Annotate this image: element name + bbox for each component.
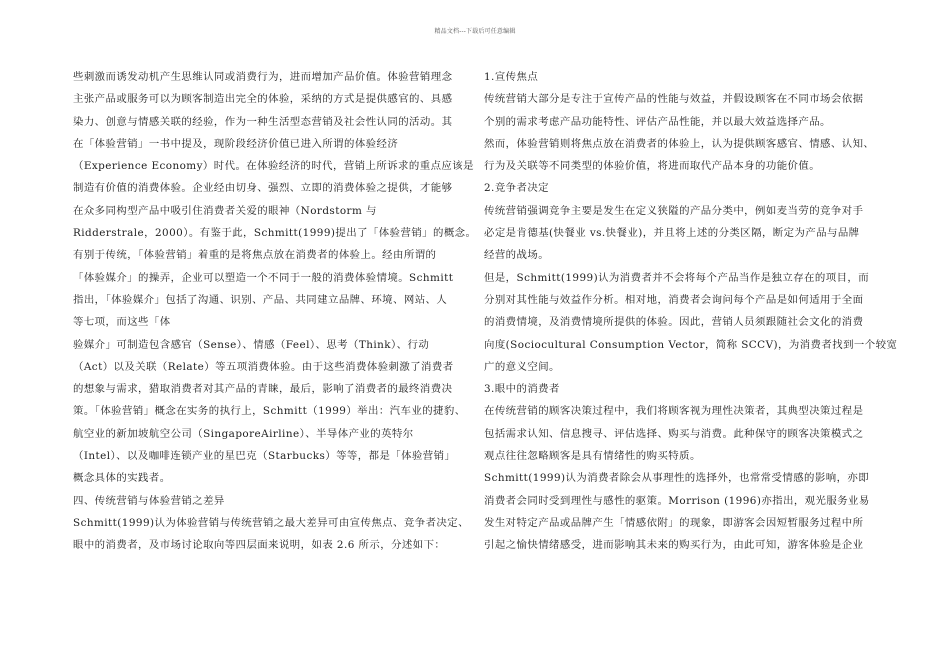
subsection-heading: 2.竞争者决定 bbox=[484, 182, 550, 195]
text-line: 主张产品或服务可以为顾客制造出完全的体验，采纳的方式是提供感官的、具感 bbox=[73, 93, 453, 106]
text-line: 分别对其性能与效益作分析。相对地，消费者会询问每个产品是如何适用于全面 bbox=[484, 293, 864, 306]
text-line: 有别于传统，「体验营销」着重的是将焦点放在消费者的体验上。经由所谓的 bbox=[73, 249, 437, 262]
text-line: 经营的战场。 bbox=[484, 249, 550, 262]
text-line: （Experience Economy）时代。在体验经济的时代，营销上所诉求的重点应该是 bbox=[73, 160, 474, 173]
text-line: 在众多同构型产品中吸引住消费者关爱的眼神（Nordstorm 与 bbox=[73, 204, 377, 217]
text-line: 行为及关联等不同类型的体验价值，将进而取代产品本身的功能价值。 bbox=[484, 160, 821, 173]
text-line: 包括需求认知、信息搜寻、评估选择、购买与消费。此种保守的顾客决策模式之 bbox=[484, 427, 864, 440]
text-line: 然而，体验营销则将焦点放在消费者的体验上，认为提供顾客感官、情感、认知、 bbox=[484, 137, 875, 150]
subsection-heading: 3.眼中的消费者 bbox=[484, 383, 560, 396]
section-heading: 四、传统营销与体验营销之差异 bbox=[73, 494, 225, 507]
text-line: Schmitt(1999)认为体验营销与传统营销之最大差异可由宣传焦点、竞争者决定、 bbox=[73, 516, 469, 529]
text-line: 必定是肯德基(快餐业 vs.快餐业)，并且将上述的分类区隔，断定为产品与品牌 bbox=[484, 227, 860, 240]
text-line: 传统营销强调竞争主要是发生在定义狭隘的产品分类中，例如麦当劳的竞争对手 bbox=[484, 204, 864, 217]
text-line: 验媒介」可制造包含感官（Sense）、情感（Feel）、思考（Think）、行动 bbox=[73, 338, 430, 351]
text-line: 等七项，而这些「体 bbox=[73, 316, 171, 329]
text-line: 的想象与需求，猎取消费者对其产品的青睐，最后，影响了消费者的最终消费决 bbox=[73, 383, 453, 396]
text-line: 观点往往忽略顾客是具有情绪性的购买特质。 bbox=[484, 450, 701, 463]
page-header: 精品文档---下载后可任意编辑 bbox=[434, 28, 516, 35]
text-line: Ridderstrale，2000）。有鉴于此，Schmitt(1999)提出了「体验营销」的概念。 bbox=[73, 227, 477, 240]
text-line: 染力、创意与情感关联的经验，作为一种生活型态营销及社会性认同的活动。其 bbox=[73, 115, 453, 128]
text-line: 航空业的新加坡航空公司（SingaporeAirline）、半导体产业的英特尔 bbox=[73, 427, 414, 440]
text-line: 但是，Schmitt(1999)认为消费者并不会将每个产品当作是独立存在的项目，而 bbox=[484, 271, 870, 284]
text-line: 传统营销大部分是专注于宣传产品的性能与效益，并假设顾客在不同市场会依据 bbox=[484, 93, 864, 106]
text-line: 在传统营销的顾客决策过程中，我们将顾客视为理性决策者，其典型决策过程是 bbox=[484, 405, 864, 418]
text-line: 指出，「体验媒介」包括了沟通、识别、产品、共同建立品牌、环境、网站、人 bbox=[73, 293, 448, 306]
text-line: 概念具体的实践者。 bbox=[73, 472, 171, 485]
text-line: 眼中的消费者，及市场讨论取向等四层面来说明，如表 2.6 所示，分述如下： bbox=[73, 539, 446, 552]
text-line: 发生对特定产品或品牌产生「情感依附」的现象，即游客会因短暂服务过程中所 bbox=[484, 516, 864, 529]
text-line: 策。「体验营销」概念在实务的执行上，Schmitt（1999）举出：汽车业的捷豹、 bbox=[73, 405, 466, 418]
text-line: 引起之愉快情绪感受，进而影响其未来的购买行为，由此可知，游客体验是企业 bbox=[484, 539, 864, 552]
text-line: 「体验媒介」的操弄，企业可以塑造一个不同于一般的消费体验情境。Schmitt bbox=[73, 271, 454, 284]
text-line: 向度(Sociocultural Consumption Vector，简称 SCCV)，为消费者找到一个较宽 bbox=[484, 338, 898, 351]
right-column bbox=[484, 66, 898, 557]
text-line: （Act）以及关联（Relate）等五项消费体验。由于这些消费体验刺激了消费者 bbox=[73, 360, 454, 373]
text-line: 消费者会同时受到理性与感性的驱策。Morrison (1996)亦指出，观光服务业易 bbox=[484, 494, 870, 507]
text-line: 些刺激而诱发动机产生思维认同或消费行为，进而增加产品价值。体验营销理念 bbox=[73, 71, 453, 83]
text-line: （Intel）、以及咖啡连锁产业的星巴克（Starbucks）等等，都是「体验营销」 bbox=[73, 450, 456, 463]
subsection-heading: 1.宣传焦点 bbox=[484, 71, 539, 83]
text-line: 的消费情境，及消费情境所提供的体验。因此，营销人员须跟随社会文化的消费 bbox=[484, 316, 864, 329]
text-line: Schmitt(1999)认为消费者除会从事理性的选择外，也常常受情感的影响，亦即 bbox=[484, 472, 870, 485]
left-column bbox=[73, 66, 477, 557]
text-line: 在「体验营销」一书中提及，现阶段经济价值已进入所谓的体验经济 bbox=[73, 137, 399, 150]
text-line: 个别的需求考虑产品功能特性、评估产品性能，并以最大效益选择产品。 bbox=[484, 115, 831, 128]
text-line: 制造有价值的消费体验。企业经由切身、强烈、立即的消费体验之提供，才能够 bbox=[73, 182, 453, 195]
text-line: 广的意义空间。 bbox=[484, 360, 560, 373]
